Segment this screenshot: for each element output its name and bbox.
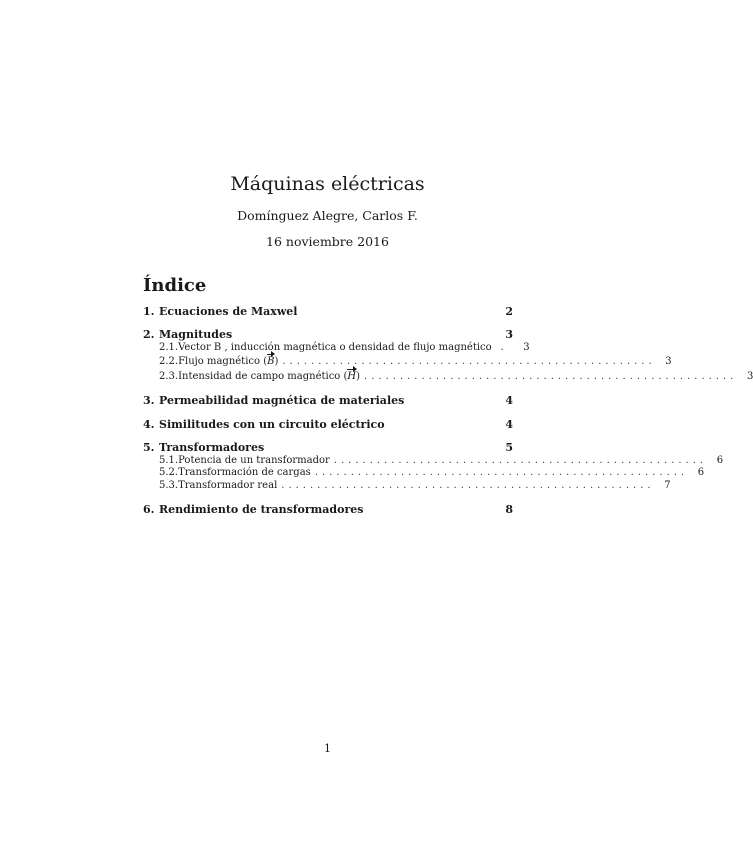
toc-section-2[interactable]: [143, 328, 513, 341]
toc-section-4[interactable]: [143, 418, 513, 431]
toc-subsection-5-3[interactable]: [143, 480, 671, 491]
toc-subsection-number: 2.2.: [159, 356, 179, 367]
toc-subsection-2-1[interactable]: [143, 342, 530, 353]
toc-section-page: 3: [505, 328, 513, 341]
toc-section-5[interactable]: [143, 441, 513, 454]
toc-section-page: 2: [505, 305, 513, 318]
toc-section-number: 1.: [143, 305, 155, 318]
toc-subsection-label: Intensidad de campo magnético (: [178, 371, 348, 382]
toc-subsection-2-3[interactable]: [143, 371, 753, 382]
toc-section-3[interactable]: [143, 394, 513, 407]
toc-section-label: Magnitudes: [159, 328, 233, 341]
toc-section-page: 4: [505, 394, 513, 407]
toc-heading: Índice: [143, 275, 207, 296]
toc-section-label: Permeabilidad magnética de materiales: [159, 394, 405, 407]
toc-leader-dots: ....................................................: [282, 356, 656, 367]
toc-subsection-label: Potencia de un transformador: [178, 455, 330, 466]
toc-section-page: 5: [505, 441, 513, 454]
toc-subsection-label: Transformación de cargas: [178, 467, 311, 478]
toc-section-page: 4: [505, 418, 513, 431]
toc-subsection-5-2[interactable]: [143, 467, 705, 478]
toc-subsection-page: 7: [664, 480, 671, 491]
toc-subsection-number: 5.3.: [159, 480, 179, 491]
toc-subsection-number: 2.3.: [159, 371, 179, 382]
toc-subsection-page: 6: [697, 467, 705, 478]
toc-leader-dots: ....................................................: [333, 455, 708, 466]
toc-subsection-label: Transformador real: [178, 480, 278, 491]
toc-section-number: 2.: [143, 328, 155, 341]
toc-leader-dots: ....................................................: [364, 371, 738, 382]
toc-section-label: Ecuaciones de Maxwel: [159, 305, 298, 318]
toc-section-number: 4.: [143, 418, 155, 431]
toc-subsection-label: Vector B , inducción magnética o densidad de flujo magnético: [178, 342, 492, 353]
toc-section-1[interactable]: [143, 305, 513, 318]
toc-leader-dot: .: [500, 342, 504, 353]
toc-subsection-page: 3: [746, 371, 753, 382]
toc-section-number: 5.: [143, 441, 155, 454]
toc-section-label: Transformadores: [159, 441, 265, 454]
toc-section-number: 3.: [143, 394, 155, 407]
toc-subsection-label-end: ): [274, 356, 279, 367]
toc-subsection-5-1[interactable]: [143, 455, 724, 466]
toc-subsection-label-end: ): [356, 371, 361, 382]
toc-subsection-number: 5.2.: [159, 467, 179, 478]
document-author: Domínguez Alegre, Carlos F.: [237, 208, 418, 223]
vector-h-symbol: H: [347, 371, 357, 382]
toc-section-label: Rendimiento de transformadores: [159, 503, 364, 516]
toc-subsection-page: 3: [523, 342, 530, 353]
toc-subsection-number: 5.1.: [159, 455, 179, 466]
toc-leader-dots: ....................................................: [281, 480, 655, 491]
toc-subsection-page: 6: [716, 455, 724, 466]
document-date: 16 noviembre 2016: [266, 234, 389, 249]
toc-section-label: Similitudes con un circuito eléctrico: [159, 418, 385, 431]
toc-section-6[interactable]: [143, 503, 513, 516]
document-title: Máquinas eléctricas: [230, 173, 425, 195]
page-number: 1: [324, 742, 331, 755]
toc-leader-dots: ....................................................: [314, 467, 689, 478]
toc-section-page: 8: [505, 503, 513, 516]
toc-subsection-2-2[interactable]: [143, 356, 672, 367]
toc-subsection-number: 2.1.: [159, 342, 179, 353]
toc-subsection-page: 3: [665, 356, 672, 367]
toc-section-number: 6.: [143, 503, 155, 516]
toc-subsection-label: Flujo magnético (: [178, 356, 268, 367]
vector-b-symbol: B: [267, 356, 275, 367]
